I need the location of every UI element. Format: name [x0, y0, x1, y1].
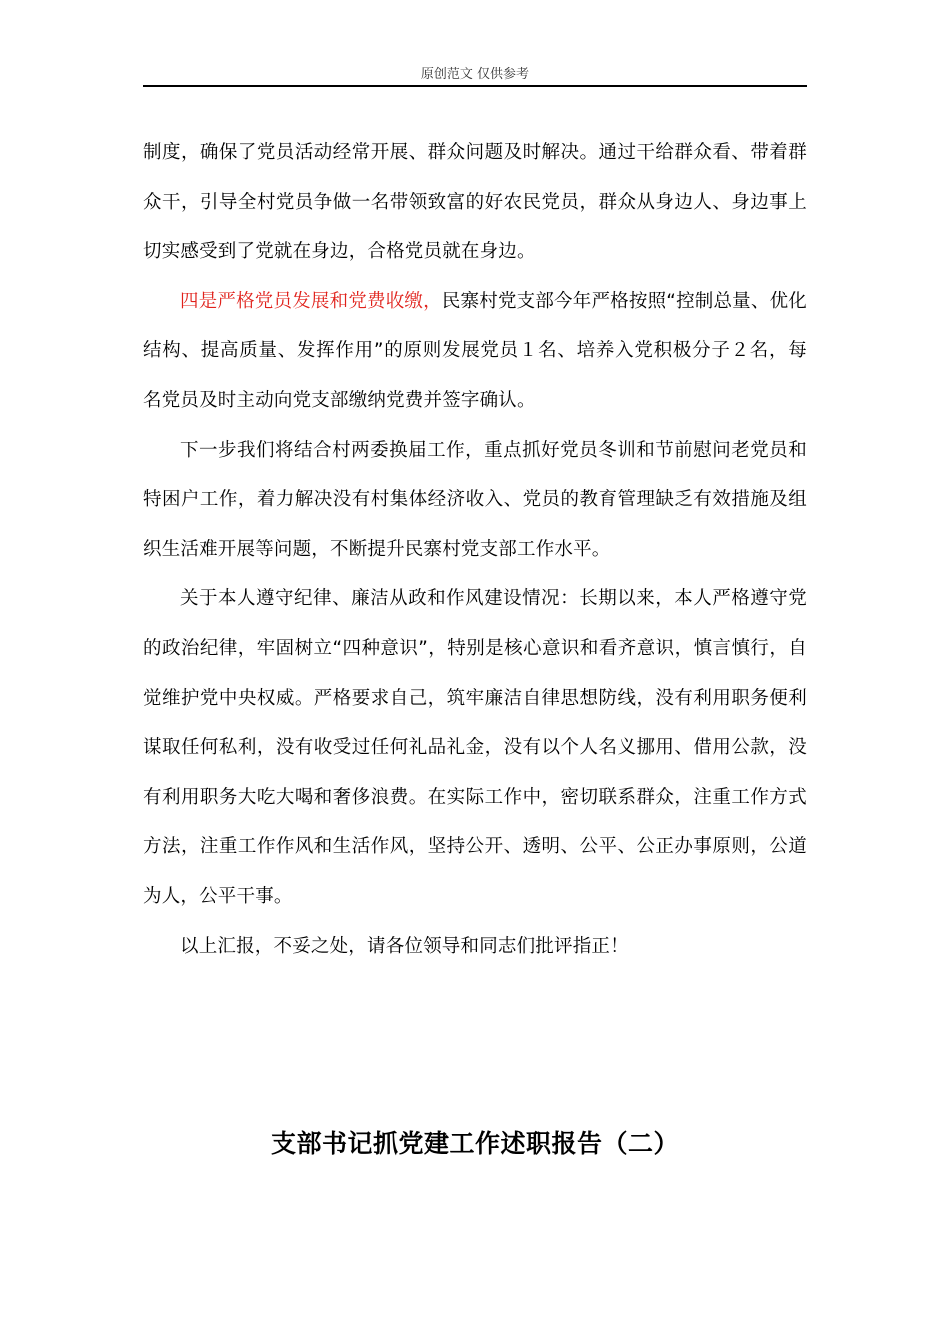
paragraph-closing: 以上汇报，不妥之处，请各位领导和同志们批评指正！ — [180, 935, 629, 957]
paragraph-text: 民寨村党支部今年严格按照“控制总量、优化结构、提高质量、发挥作用”的原则发展党员１名、培养入党积极分子２名，每名党员及时主动向党支部缴纳党费并签字确认。 — [143, 290, 807, 411]
page-header: 原创范文 仅供参考 — [420, 67, 530, 82]
paragraph-discipline: 关于本人遵守纪律、廉洁从政和作风建设情况：长期以来，本人严格遵守党的政治纪律，牢固树立“四种意识”，特别是核心意识和看齐意识，慎言慎行，自觉维护党中央权威。严格要求自己，筑牢廉洁自律思想防线，没有利用职务便利谋取任何私利，没有收受过任何礼品礼金，没有以个人名义挪用、借用公款，没有利用职务大吃大喝和奢侈浪费。在实际工作中，密切联系群众，注重工作方式方法，注重工作作风和生活作风，坚持公开、透明、公平、公正办事原则，公道为人，公平干事。 — [143, 588, 807, 907]
paragraph-continuation: 制度，确保了党员活动经常开展、群众问题及时解决。通过干给群众看、带着群众干，引导全村党员争做一名带领致富的好农民党员，群众从身边人、身边事上切实感受到了党就在身边，合格党员就在身边。 — [143, 142, 807, 263]
section-title: 支部书记抓党建工作述职报告（二） — [270, 1129, 679, 1158]
header-divider — [143, 85, 807, 87]
document-body — [143, 128, 807, 971]
paragraph-party-development — [143, 277, 807, 426]
paragraph-next-steps: 下一步我们将结合村两委换届工作，重点抓好党员冬训和节前慰问老党员和特困户工作，着力解决没有村集体经济收入、党员的教育管理缺乏有效措施及组织生活难开展等问题，不断提升民寨村党支部工作水平。 — [143, 439, 807, 560]
paragraph-highlight: 四是严格党员发展和党费收缴， — [180, 290, 442, 312]
